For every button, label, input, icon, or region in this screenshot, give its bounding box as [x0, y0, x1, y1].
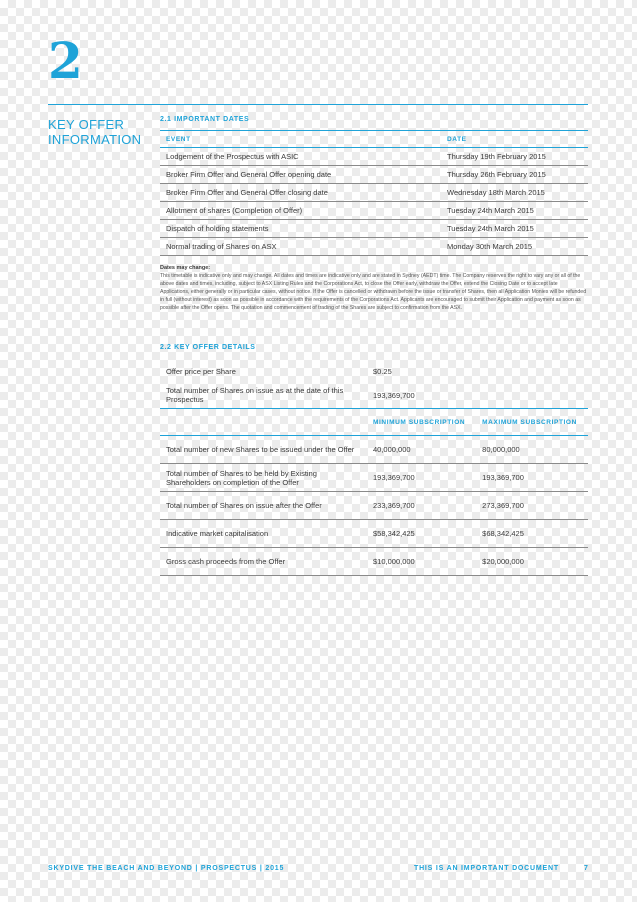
footer-left: SKYDIVE THE BEACH AND BEYOND | PROSPECTUS | 2015 [48, 865, 285, 872]
date-cell: Monday 30th March 2015 [441, 238, 588, 256]
row-label: Total number of Shares on issue after the Offer [160, 492, 367, 520]
table-row [160, 382, 588, 409]
min-value: $58,342,425 [367, 520, 476, 548]
section-heading-important-dates: 2.1 IMPORTANT DATES [160, 116, 250, 123]
footer-right: THIS IS AN IMPORTANT DOCUMENT [414, 865, 559, 872]
event-cell: Lodgement of the Prospectus with ASIC [160, 148, 441, 166]
column-header-maximum: MAXIMUM SUBSCRIPTION [476, 409, 588, 436]
row-label: Total number of Shares to be held by Existing Shareholders on completion of the Offer [160, 464, 367, 492]
max-value: $20,000,000 [476, 548, 588, 576]
column-header-date: DATE [441, 131, 588, 148]
column-header-minimum: MINIMUM SUBSCRIPTION [367, 409, 476, 436]
event-cell: Broker Firm Offer and General Offer closing date [160, 184, 441, 202]
row-label: Total number of Shares on issue as at the date of this Prospectus [160, 382, 367, 409]
row-value: $0.25 [373, 366, 392, 376]
max-value: 273,369,700 [476, 492, 588, 520]
page-number: 7 [584, 865, 589, 872]
event-cell: Allotment of shares (Completion of Offer) [160, 202, 441, 220]
date-cell: Tuesday 24th March 2015 [441, 220, 588, 238]
important-dates-table [160, 130, 588, 256]
min-value: $10,000,000 [367, 548, 476, 576]
max-value: 80,000,000 [476, 436, 588, 464]
table-row [160, 492, 588, 520]
max-value: $68,342,425 [476, 520, 588, 548]
max-value: 193,369,700 [476, 464, 588, 492]
row-label: Indicative market capitalisation [160, 520, 367, 548]
table-row [160, 184, 588, 202]
table-row [160, 520, 588, 548]
chapter-number: 2 [48, 31, 83, 90]
min-value: 40,000,000 [367, 436, 476, 464]
key-offer-details-table [160, 360, 588, 576]
min-value: 193,369,700 [367, 464, 476, 492]
date-cell: Thursday 19th February 2015 [441, 148, 588, 166]
column-header-event: EVENT [160, 131, 441, 148]
event-cell: Normal trading of Shares on ASX [160, 238, 441, 256]
table-row [160, 166, 588, 184]
event-cell: Dispatch of holding statements [160, 220, 441, 238]
table-row [160, 548, 588, 576]
date-cell: Tuesday 24th March 2015 [441, 202, 588, 220]
side-title: KEY OFFER INFORMATION [48, 117, 142, 147]
table-row [160, 220, 588, 238]
table-row [160, 360, 588, 382]
dates-note-title: Dates may change: [160, 265, 211, 271]
min-value: 233,369,700 [367, 492, 476, 520]
row-label: Offer price per Share [166, 366, 236, 376]
subscription-header-row [160, 409, 588, 436]
row-label: Gross cash proceeds from the Offer [160, 548, 367, 576]
date-cell: Thursday 26th February 2015 [441, 166, 588, 184]
date-cell: Wednesday 18th March 2015 [441, 184, 588, 202]
table-row [160, 148, 588, 166]
table-row [160, 436, 588, 464]
table-row [160, 238, 588, 256]
row-value: 193,369,700 [367, 382, 476, 409]
dates-note-body: This timetable is indicative only and may change. All dates and times are indicative only and are stated in Sydney (AEDT) time. The Company reserves the right to vary any or all of the above dates and times, including, subject to ASX Listing Rules and the Corporations Act, to close the Offer early, withdraw the Offer, extend the Closing Date or to accept late Applications, either generally or in particular cases, without notice. If the Offer is cancelled or withdrawn before the issue or transfer of Shares, then all Application Monies will be refunded in full (without interest) as soon as possible in accordance with the requirements of the Corporations Act. Applicants are encouraged to submit their Application and payment as soon as possible after the Offer opens. The quotation and commencement of trading of the Shares are subject to confirmation from the ASX. [160, 273, 587, 312]
row-label: Total number of new Shares to be issued under the Offer [160, 436, 367, 464]
table-row [160, 202, 588, 220]
table-row [160, 464, 588, 492]
event-cell: Broker Firm Offer and General Offer opening date [160, 166, 441, 184]
section-heading-key-offer-details: 2.2 KEY OFFER DETAILS [160, 344, 256, 351]
top-rule [48, 104, 588, 105]
